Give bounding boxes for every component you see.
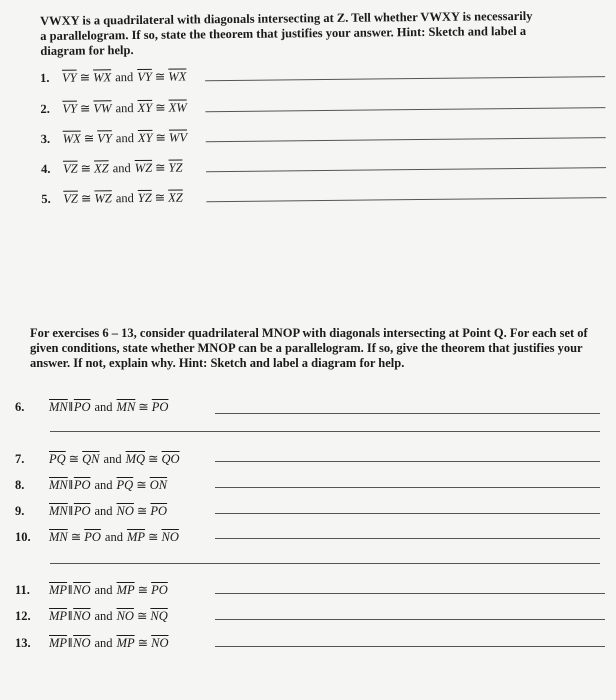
exercise-number: 12. — [15, 609, 31, 623]
segment: $\overline{MP}$ — [49, 609, 68, 623]
exercise-number: 13. — [15, 636, 31, 650]
and-word: and — [115, 131, 134, 146]
answer-line[interactable] — [215, 646, 605, 647]
segment: $\overline{VY}$ — [62, 70, 77, 85]
segment: $\overline{VZ}$ — [62, 161, 78, 176]
exercise-number: 2. — [40, 101, 50, 116]
segment: $\overline{XZ}$ — [94, 161, 109, 176]
segment: $\overline{WX}$ — [168, 69, 187, 84]
relation-symbol: ≅ — [148, 452, 159, 466]
segment: $\overline{PQ}$ — [116, 478, 134, 492]
exercise-number: 11. — [15, 583, 30, 597]
segment: $\overline{NO}$ — [116, 609, 134, 623]
exercise-number: 3. — [40, 131, 51, 146]
and-word: and — [94, 609, 113, 623]
exercise-row — [15, 503, 167, 519]
segment: $\overline{ON}$ — [149, 478, 168, 492]
and-word: and — [103, 452, 122, 466]
relation-symbol: ≅ — [154, 190, 166, 205]
exercise-row — [41, 190, 183, 207]
relation-symbol: ‖ — [68, 504, 73, 518]
segment: $\overline{NO}$ — [161, 530, 179, 544]
intro-question: VWXY is a quadrilateral with diagonals intersecting at Z. Tell whether VWXY is necessarily a parallelogram. If so, state the theorem that justifies your answer. — [40, 8, 533, 43]
part2-intro: For exercises 6 – 13, consider quadrilateral MNOP with diagonals intersecting at Point Q. For each set of given conditions, state whether MNOP can be a parallelogram. If so, give the theorem that justifies your answer. If not, explain why. Hint: Sketch and label a diagram for help. — [30, 326, 588, 370]
exercise-row — [15, 451, 180, 467]
segment: $\overline{PO}$ — [150, 504, 168, 518]
relation-symbol: ≅ — [148, 530, 159, 544]
segment: $\overline{NO}$ — [73, 609, 91, 623]
and-word: and — [94, 400, 113, 414]
segment: $\overline{VY}$ — [97, 131, 112, 146]
segment: $\overline{NO}$ — [73, 636, 91, 650]
segment: $\overline{PQ}$ — [49, 452, 66, 466]
intro-hint: Hint: Sketch and label a diagram for help. — [40, 23, 527, 58]
exercise-number: 6. — [15, 400, 25, 414]
part1-exercises — [40, 64, 610, 206]
answer-line[interactable] — [215, 513, 600, 514]
relation-symbol: ‖ — [68, 609, 73, 623]
relation-symbol: ≅ — [136, 609, 148, 623]
segment: $\overline{WV}$ — [168, 130, 188, 145]
relation-symbol: ‖ — [68, 478, 73, 492]
segment: $\overline{VZ}$ — [63, 191, 79, 206]
relation-symbol: ≅ — [68, 452, 80, 466]
answer-line[interactable] — [206, 137, 606, 142]
segment: $\overline{XZ}$ — [168, 190, 183, 205]
answer-line[interactable] — [215, 619, 605, 620]
segment: $\overline{WX}$ — [62, 131, 81, 146]
segment: $\overline{MP}$ — [126, 530, 146, 544]
relation-symbol: ≅ — [138, 400, 149, 414]
segment: $\overline{YZ}$ — [137, 190, 152, 205]
segment: $\overline{PO}$ — [151, 583, 168, 597]
segment: $\overline{VY}$ — [62, 101, 78, 116]
segment: $\overline{NO}$ — [116, 504, 134, 518]
segment: $\overline{NQ}$ — [150, 609, 168, 623]
relation-symbol: ‖ — [68, 583, 73, 597]
relation-symbol: ≅ — [70, 530, 82, 544]
exercise-number: 4. — [40, 161, 51, 176]
segment: $\overline{MP}$ — [116, 636, 135, 650]
relation-symbol: ≅ — [136, 504, 148, 518]
segment: $\overline{QN}$ — [82, 452, 100, 466]
segment: $\overline{PO}$ — [84, 530, 101, 544]
exercise-row — [15, 529, 179, 545]
exercise-number: 1. — [40, 70, 50, 85]
segment: $\overline{XY}$ — [137, 130, 153, 145]
segment: $\overline{MQ}$ — [125, 452, 146, 466]
relation-symbol: ≅ — [80, 191, 92, 206]
relation-symbol: ≅ — [83, 131, 95, 146]
answer-line[interactable] — [205, 76, 605, 81]
exercise-number: 5. — [41, 191, 51, 206]
segment: $\overline{NO}$ — [151, 636, 169, 650]
answer-line[interactable] — [205, 107, 605, 112]
segment: $\overline{NO}$ — [73, 583, 91, 597]
answer-line[interactable] — [50, 563, 600, 564]
answer-line[interactable] — [215, 461, 600, 462]
and-word: and — [94, 583, 113, 597]
relation-symbol: ‖ — [68, 636, 73, 650]
segment: $\overline{XW}$ — [168, 100, 187, 115]
answer-line[interactable] — [206, 167, 606, 172]
exercise-number: 10. — [15, 530, 31, 544]
relation-symbol: ≅ — [79, 101, 91, 116]
exercise-row — [15, 399, 168, 415]
answer-line[interactable] — [215, 487, 600, 488]
relation-symbol: ≅ — [154, 69, 166, 84]
and-word: and — [94, 478, 113, 492]
segment: $\overline{WZ}$ — [94, 191, 112, 206]
and-word: and — [104, 530, 123, 544]
segment: $\overline{MP}$ — [49, 636, 68, 650]
relation-symbol: ‖ — [68, 400, 73, 414]
segment: $\overline{MP}$ — [49, 583, 68, 597]
relation-symbol: ≅ — [155, 100, 166, 115]
answer-line[interactable] — [215, 413, 600, 414]
exercise-row — [15, 635, 168, 651]
segment: $\overline{PO}$ — [151, 400, 169, 414]
and-word: and — [115, 191, 134, 206]
segment: $\overline{MN}$ — [116, 400, 136, 414]
segment: $\overline{YZ}$ — [168, 160, 183, 175]
segment: $\overline{QO}$ — [161, 452, 180, 466]
segment: $\overline{VW}$ — [93, 101, 112, 116]
and-word: and — [115, 70, 134, 85]
relation-symbol: ≅ — [155, 160, 166, 175]
segment: $\overline{PO}$ — [73, 400, 91, 414]
segment: $\overline{MN}$ — [49, 478, 68, 492]
segment: $\overline{MN}$ — [49, 530, 68, 544]
segment: $\overline{XY}$ — [137, 100, 153, 115]
relation-symbol: ≅ — [136, 478, 147, 492]
exercise-row — [41, 129, 188, 147]
segment: $\overline{PO}$ — [73, 478, 91, 492]
exercise-row — [41, 160, 183, 177]
segment: $\overline{WZ}$ — [134, 160, 153, 176]
and-word: and — [94, 636, 113, 650]
and-word: and — [115, 101, 134, 116]
relation-symbol: ≅ — [137, 636, 149, 650]
relation-symbol: ≅ — [137, 583, 149, 597]
intro-text — [40, 9, 540, 59]
segment: $\overline{MN}$ — [49, 504, 68, 518]
exercise-row — [15, 477, 167, 493]
exercise-row — [40, 68, 187, 86]
and-word: and — [94, 504, 113, 518]
answer-line[interactable] — [215, 538, 600, 539]
answer-line[interactable] — [50, 431, 600, 432]
relation-symbol: ≅ — [80, 161, 92, 176]
exercise-row — [15, 582, 168, 598]
answer-line[interactable] — [215, 593, 605, 594]
and-word: and — [112, 161, 131, 176]
segment: $\overline{MP}$ — [116, 583, 135, 597]
exercise-row — [40, 99, 187, 117]
segment: $\overline{MN}$ — [49, 400, 68, 414]
exercise-number: 8. — [15, 478, 25, 492]
answer-line[interactable] — [206, 197, 606, 202]
segment: $\overline{VY}$ — [137, 69, 152, 84]
exercise-number: 7. — [15, 452, 25, 466]
exercise-row — [15, 608, 168, 624]
relation-symbol: ≅ — [155, 130, 167, 145]
segment: $\overline{WX}$ — [93, 70, 112, 85]
segment: $\overline{PO}$ — [73, 504, 91, 518]
exercise-number: 9. — [15, 504, 25, 518]
relation-symbol: ≅ — [79, 70, 91, 85]
